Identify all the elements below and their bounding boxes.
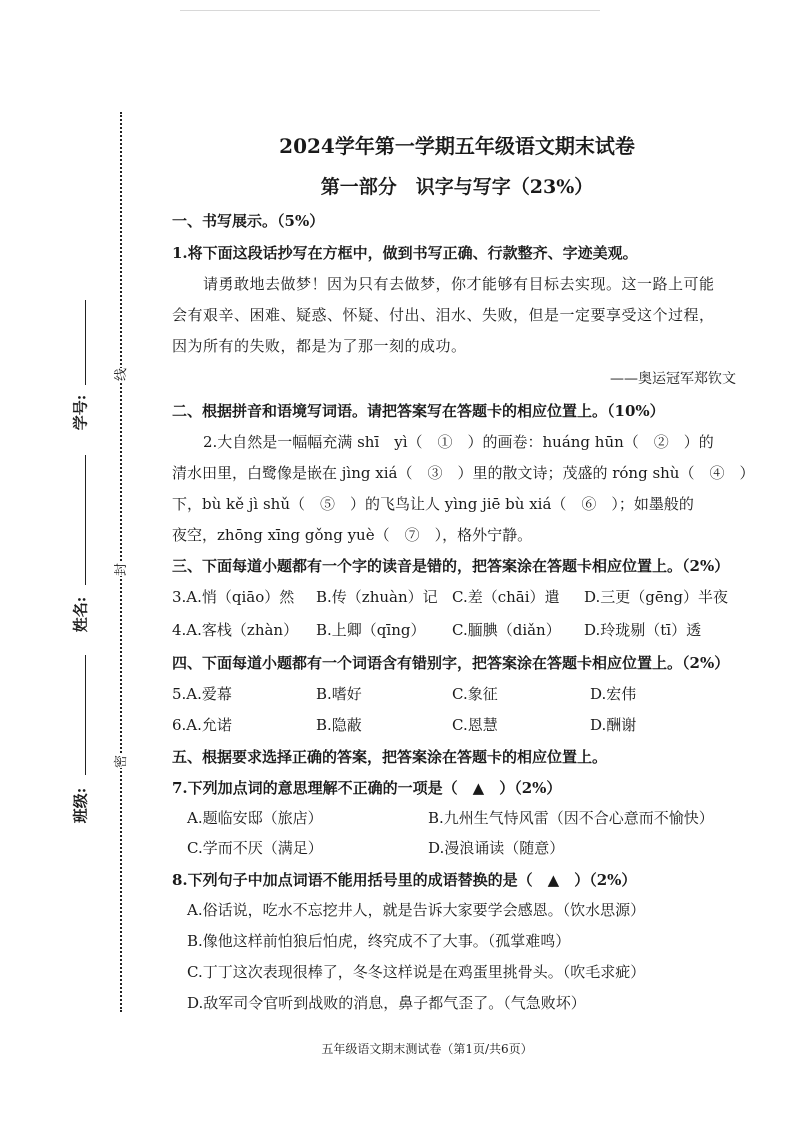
xuehao-label: 学号:	[71, 394, 90, 431]
q6-option-d: D.酬谢	[590, 716, 637, 734]
question-7: 7.下列加点词的意思理解不正确的一项是（ ▲ ）（2%）	[172, 779, 562, 797]
q4-option-d: D.玲珑剔（tī）透	[584, 621, 702, 639]
xuehao-write-line	[85, 300, 86, 385]
q5-option-b: B.嗜好	[316, 685, 362, 703]
q3-option-c: C.差（chāi）遣	[452, 588, 560, 606]
q8-option-c: C.丁丁这次表现很棒了，冬冬这样说是在鸡蛋里挑骨头。（吹毛求疵）	[187, 963, 646, 981]
q6-option-b: B.隐蔽	[316, 716, 362, 734]
top-scan-line	[180, 10, 600, 11]
question-1: 1.将下面这段话抄写在方框中，做到书写正确、行款整齐、字迹美观。	[172, 244, 638, 262]
passage-signature: ——奥运冠军郑钦文	[610, 371, 736, 387]
q7-option-a: A.题临安邸（旅店）	[187, 809, 323, 827]
q7-option-b: B.九州生气恃风雷（因不合心意而不愉快）	[428, 809, 714, 827]
q4-option-b: B.上卿（qīng）	[316, 621, 426, 639]
q4-option-a: 4.A.客栈（zhàn）	[172, 621, 299, 639]
section5-heading: 五、根据要求选择正确的答案，把答案涂在答题卡的相应位置上。	[172, 748, 608, 766]
section2-heading: 二、根据拼音和语境写词语。请把答案写在答题卡的相应位置上。（10%）	[172, 402, 665, 420]
q2-line-3: 下，bù kě jì shǔ（ ⑤ ）的飞鸟让人 yìng jiē bù xiá（ ⑥ ）；如墨般的	[172, 495, 694, 513]
exam-title: 2024学年第一学期五年级语文期末试卷	[279, 134, 635, 158]
binding-mark-feng: 封	[110, 563, 129, 576]
q4-option-c: C.腼腆（diǎn）	[452, 621, 561, 639]
binding-mark-xian: 线	[110, 368, 129, 381]
q6-option-a: 6.A.允诺	[172, 716, 232, 734]
page-footer: 五年级语文期末测试卷（第1页/共6页）	[321, 1042, 533, 1056]
q5-option-c: C.象征	[452, 685, 498, 703]
passage-line-3: 因为所有的失败，都是为了那一刻的成功。	[172, 337, 467, 355]
q5-option-d: D.宏伟	[590, 685, 637, 703]
q3-option-a: 3.A.悄（qiāo）然	[172, 588, 295, 606]
section1-heading: 一、书写展示。（5%）	[172, 212, 325, 230]
q8-option-d: D.敌军司令官听到战败的消息，鼻子都气歪了。（气急败坏）	[187, 994, 586, 1012]
xingming-write-line	[85, 455, 86, 585]
banji-write-line	[85, 655, 86, 775]
q2-line-4: 夜空，zhōng xīng gǒng yuè（ ⑦ ），格外宁静。	[172, 526, 533, 544]
q8-option-a: A.俗话说，吃水不忘挖井人，就是告诉大家要学会感恩。（饮水思源）	[187, 901, 646, 919]
part-title: 第一部分 识字与写字（23%）	[320, 176, 594, 198]
passage-line-1: 请勇敢地去做梦！因为只有去做梦，你才能够有目标去实现。这一路上可能	[203, 275, 715, 293]
section4-heading: 四、下面每道小题都有一个词语含有错别字，把答案涂在答题卡相应位置上。（2%）	[172, 654, 730, 672]
binding-mark-mi: 密	[110, 755, 129, 768]
xingming-label: 姓名:	[71, 596, 90, 633]
q6-option-c: C.恩慧	[452, 716, 498, 734]
section3-heading: 三、下面每道小题都有一个字的读音是错的，把答案涂在答题卡相应位置上。（2%）	[172, 557, 730, 575]
q2-line-1: 2.大自然是一幅幅充满 shī yì（ ① ）的画卷：huáng hūn（ ② ）的	[203, 433, 714, 451]
question-8: 8.下列句子中加点词语不能用括号里的成语替换的是（ ▲ ）（2%）	[172, 871, 637, 889]
q2-line-2: 清水田里，白鹭像是嵌在 jìng xiá（ ③ ）里的散文诗；茂盛的 róng shù（ ④ ）	[172, 464, 755, 482]
banji-label: 班级:	[71, 787, 90, 824]
q8-option-b: B.像他这样前怕狼后怕虎，终究成不了大事。（孤掌难鸣）	[187, 932, 571, 950]
q7-option-c: C.学而不厌（满足）	[187, 839, 323, 857]
q7-option-d: D.漫浪诵读（随意）	[428, 839, 565, 857]
q3-option-b: B.传（zhuàn）记	[316, 588, 438, 606]
passage-line-2: 会有艰辛、困难、疑惑、怀疑、付出、泪水、失败，但是一定要享受这个过程，	[172, 306, 715, 324]
q3-option-d: D.三更（gēng）半夜	[584, 588, 729, 606]
q5-option-a: 5.A.爱幕	[172, 685, 232, 703]
